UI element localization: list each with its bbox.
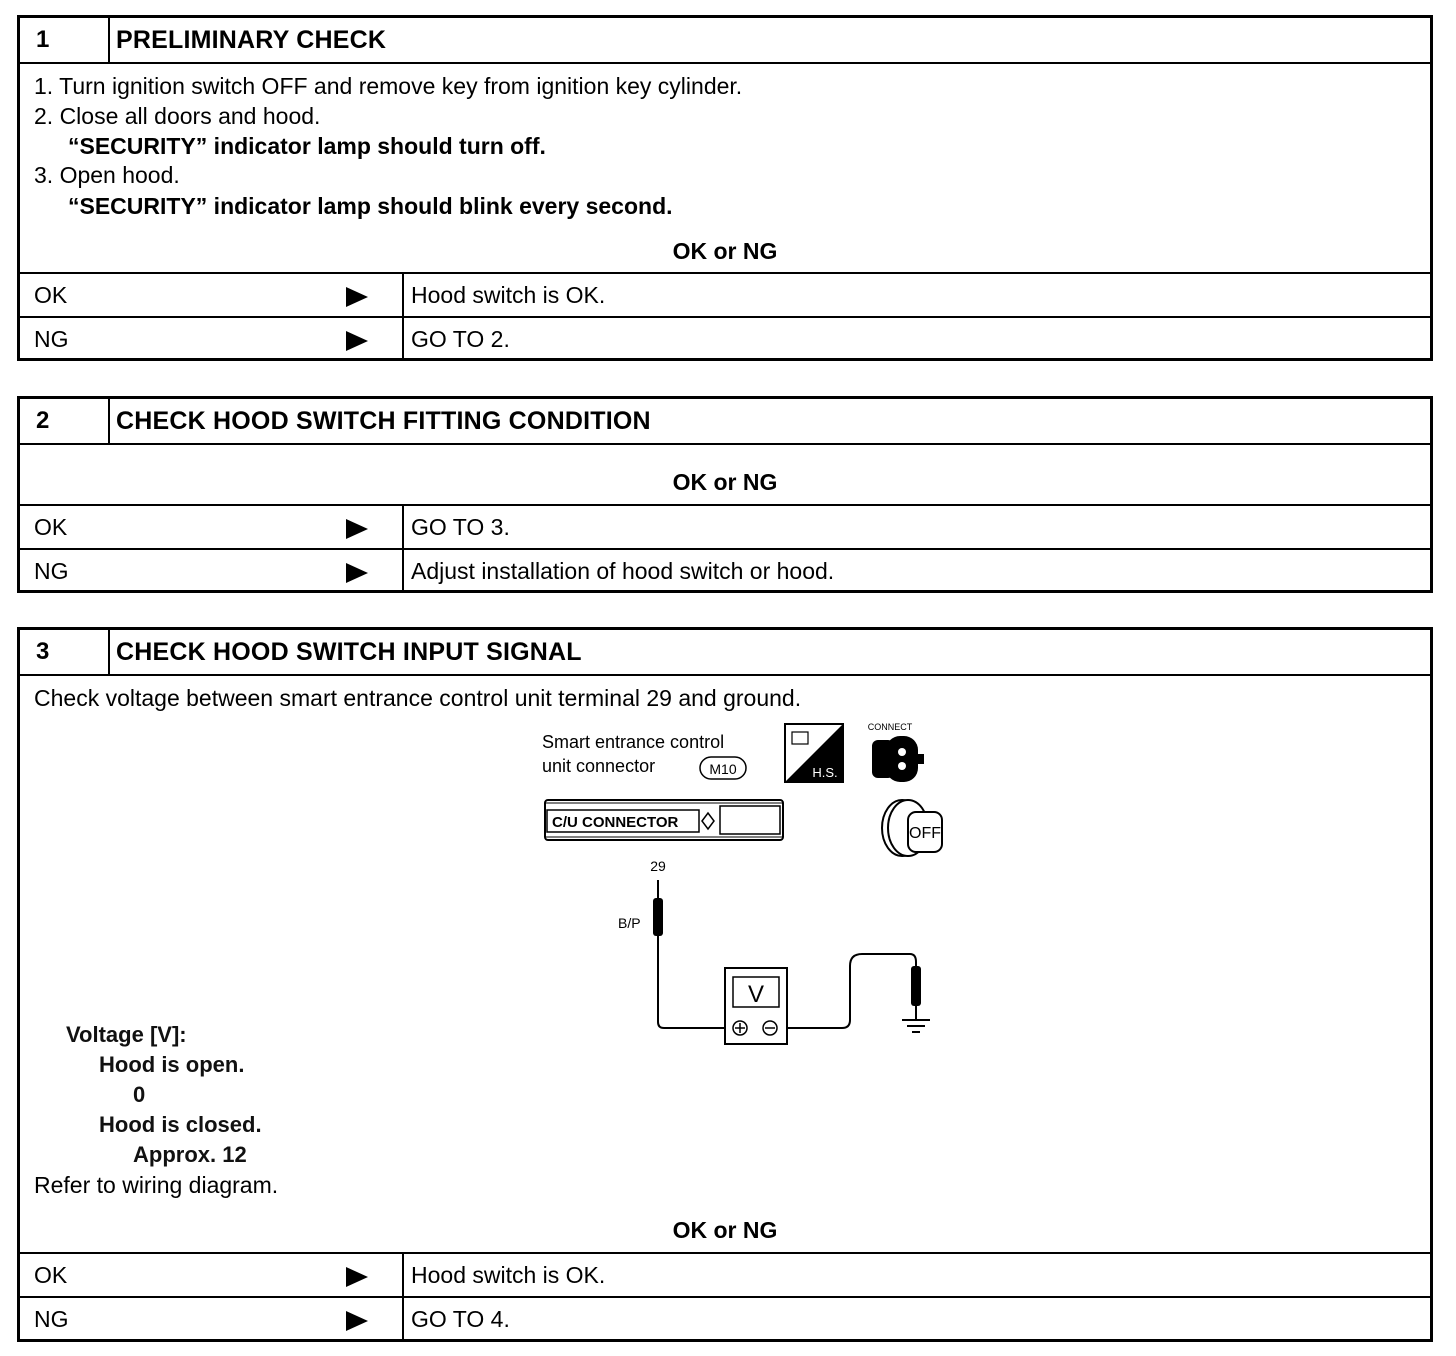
step-number: 3: [36, 638, 50, 665]
connector-id: M10: [709, 761, 737, 777]
result-divider: [402, 274, 404, 316]
connector-label-line2: unit connector: [542, 756, 656, 776]
harness-hs-icon: [785, 724, 843, 782]
meter-symbol: V: [747, 981, 765, 1008]
result-label: NG: [34, 558, 69, 584]
probe-negative: [911, 966, 921, 1006]
terminal-number: 29: [650, 858, 666, 874]
instruction: Check voltage between smart entrance control unit terminal 29 and ground.: [34, 685, 802, 711]
result-label: OK: [34, 514, 68, 540]
arrow-right-icon: [346, 1267, 368, 1287]
voltage-value-open: 0: [133, 1082, 146, 1107]
result-divider: [402, 318, 404, 360]
result-label: OK: [34, 282, 68, 308]
connect-icon: [868, 722, 924, 782]
result-row-ok: [20, 1252, 1430, 1296]
step-title: PRELIMINARY CHECK: [116, 26, 387, 54]
header-divider: [108, 630, 110, 674]
ground-icon: [902, 1020, 930, 1032]
arrow-right-icon: [346, 287, 368, 307]
ignition-label: OFF: [909, 825, 941, 842]
result-action: Hood switch is OK.: [411, 1262, 606, 1288]
instruction-1: 1. Turn ignition switch OFF and remove key from ignition key cylinder.: [34, 73, 743, 99]
result-divider: [402, 1254, 404, 1296]
connector-label-line1: Smart entrance control: [542, 732, 725, 752]
cu-connector: [545, 800, 783, 840]
ok-or-ng-heading: OK or NG: [672, 1217, 778, 1243]
lead-negative: [787, 954, 916, 1028]
step-3-box: [17, 627, 1433, 1342]
result-label: OK: [34, 1262, 68, 1288]
header-divider: [108, 399, 110, 443]
connect-label: CONNECT: [867, 722, 913, 732]
lead-positive: [658, 936, 725, 1028]
ignition-off-icon: [882, 800, 942, 856]
result-row-ng: [20, 548, 1430, 592]
arrow-right-icon: [346, 519, 368, 539]
arrow-right-icon: [346, 1311, 368, 1331]
result-row-ok: [20, 504, 1430, 548]
step-title: CHECK HOOD SWITCH INPUT SIGNAL: [116, 638, 582, 666]
probe-positive: [653, 898, 663, 936]
result-row-ng: [20, 316, 1430, 360]
condition-hood-closed: Hood is closed.: [99, 1112, 262, 1137]
result-action: GO TO 3.: [411, 514, 510, 540]
voltage-check-diagram: [520, 670, 960, 1008]
step-1-header: [20, 18, 1430, 64]
step-number: 1: [36, 26, 50, 53]
header-divider: [108, 18, 110, 62]
result-label: NG: [34, 1306, 69, 1332]
ok-or-ng-heading: OK or NG: [672, 238, 778, 264]
hs-label: H.S.: [812, 765, 838, 780]
result-divider: [402, 550, 404, 592]
wire-color: B/P: [618, 915, 641, 931]
result-row-ok: [20, 272, 1430, 316]
expected-result-2: “SECURITY” indicator lamp should blink every second.: [68, 193, 673, 219]
instruction-3: 3. Open hood.: [34, 162, 180, 188]
step-number: 2: [36, 407, 50, 434]
expected-result-1: “SECURITY” indicator lamp should turn off.: [68, 133, 546, 159]
result-action: Adjust installation of hood switch or hood.: [411, 558, 835, 584]
arrow-right-icon: [346, 563, 368, 583]
result-divider: [402, 1298, 404, 1340]
step-1-box: [17, 15, 1433, 361]
voltage-heading: Voltage [V]:: [66, 1022, 187, 1047]
result-label: NG: [34, 326, 69, 352]
arrow-right-icon: [346, 331, 368, 351]
step-2-header: [20, 399, 1430, 445]
result-action: GO TO 4.: [411, 1306, 510, 1332]
connector-name: C/U CONNECTOR: [552, 814, 679, 831]
instruction-2: 2. Close all doors and hood.: [34, 103, 321, 129]
voltage-value-closed: Approx. 12: [133, 1142, 247, 1167]
result-row-ng: [20, 1296, 1430, 1340]
result-action: GO TO 2.: [411, 326, 510, 352]
voltmeter-icon: [725, 968, 787, 1044]
result-action: Hood switch is OK.: [411, 282, 606, 308]
refer-wiring-diagram: Refer to wiring diagram.: [34, 1172, 279, 1198]
ok-or-ng-heading: OK or NG: [672, 469, 778, 495]
step-2-box: [17, 396, 1433, 593]
step-title: CHECK HOOD SWITCH FITTING CONDITION: [116, 407, 651, 435]
condition-hood-open: Hood is open.: [99, 1052, 245, 1077]
result-divider: [402, 506, 404, 548]
